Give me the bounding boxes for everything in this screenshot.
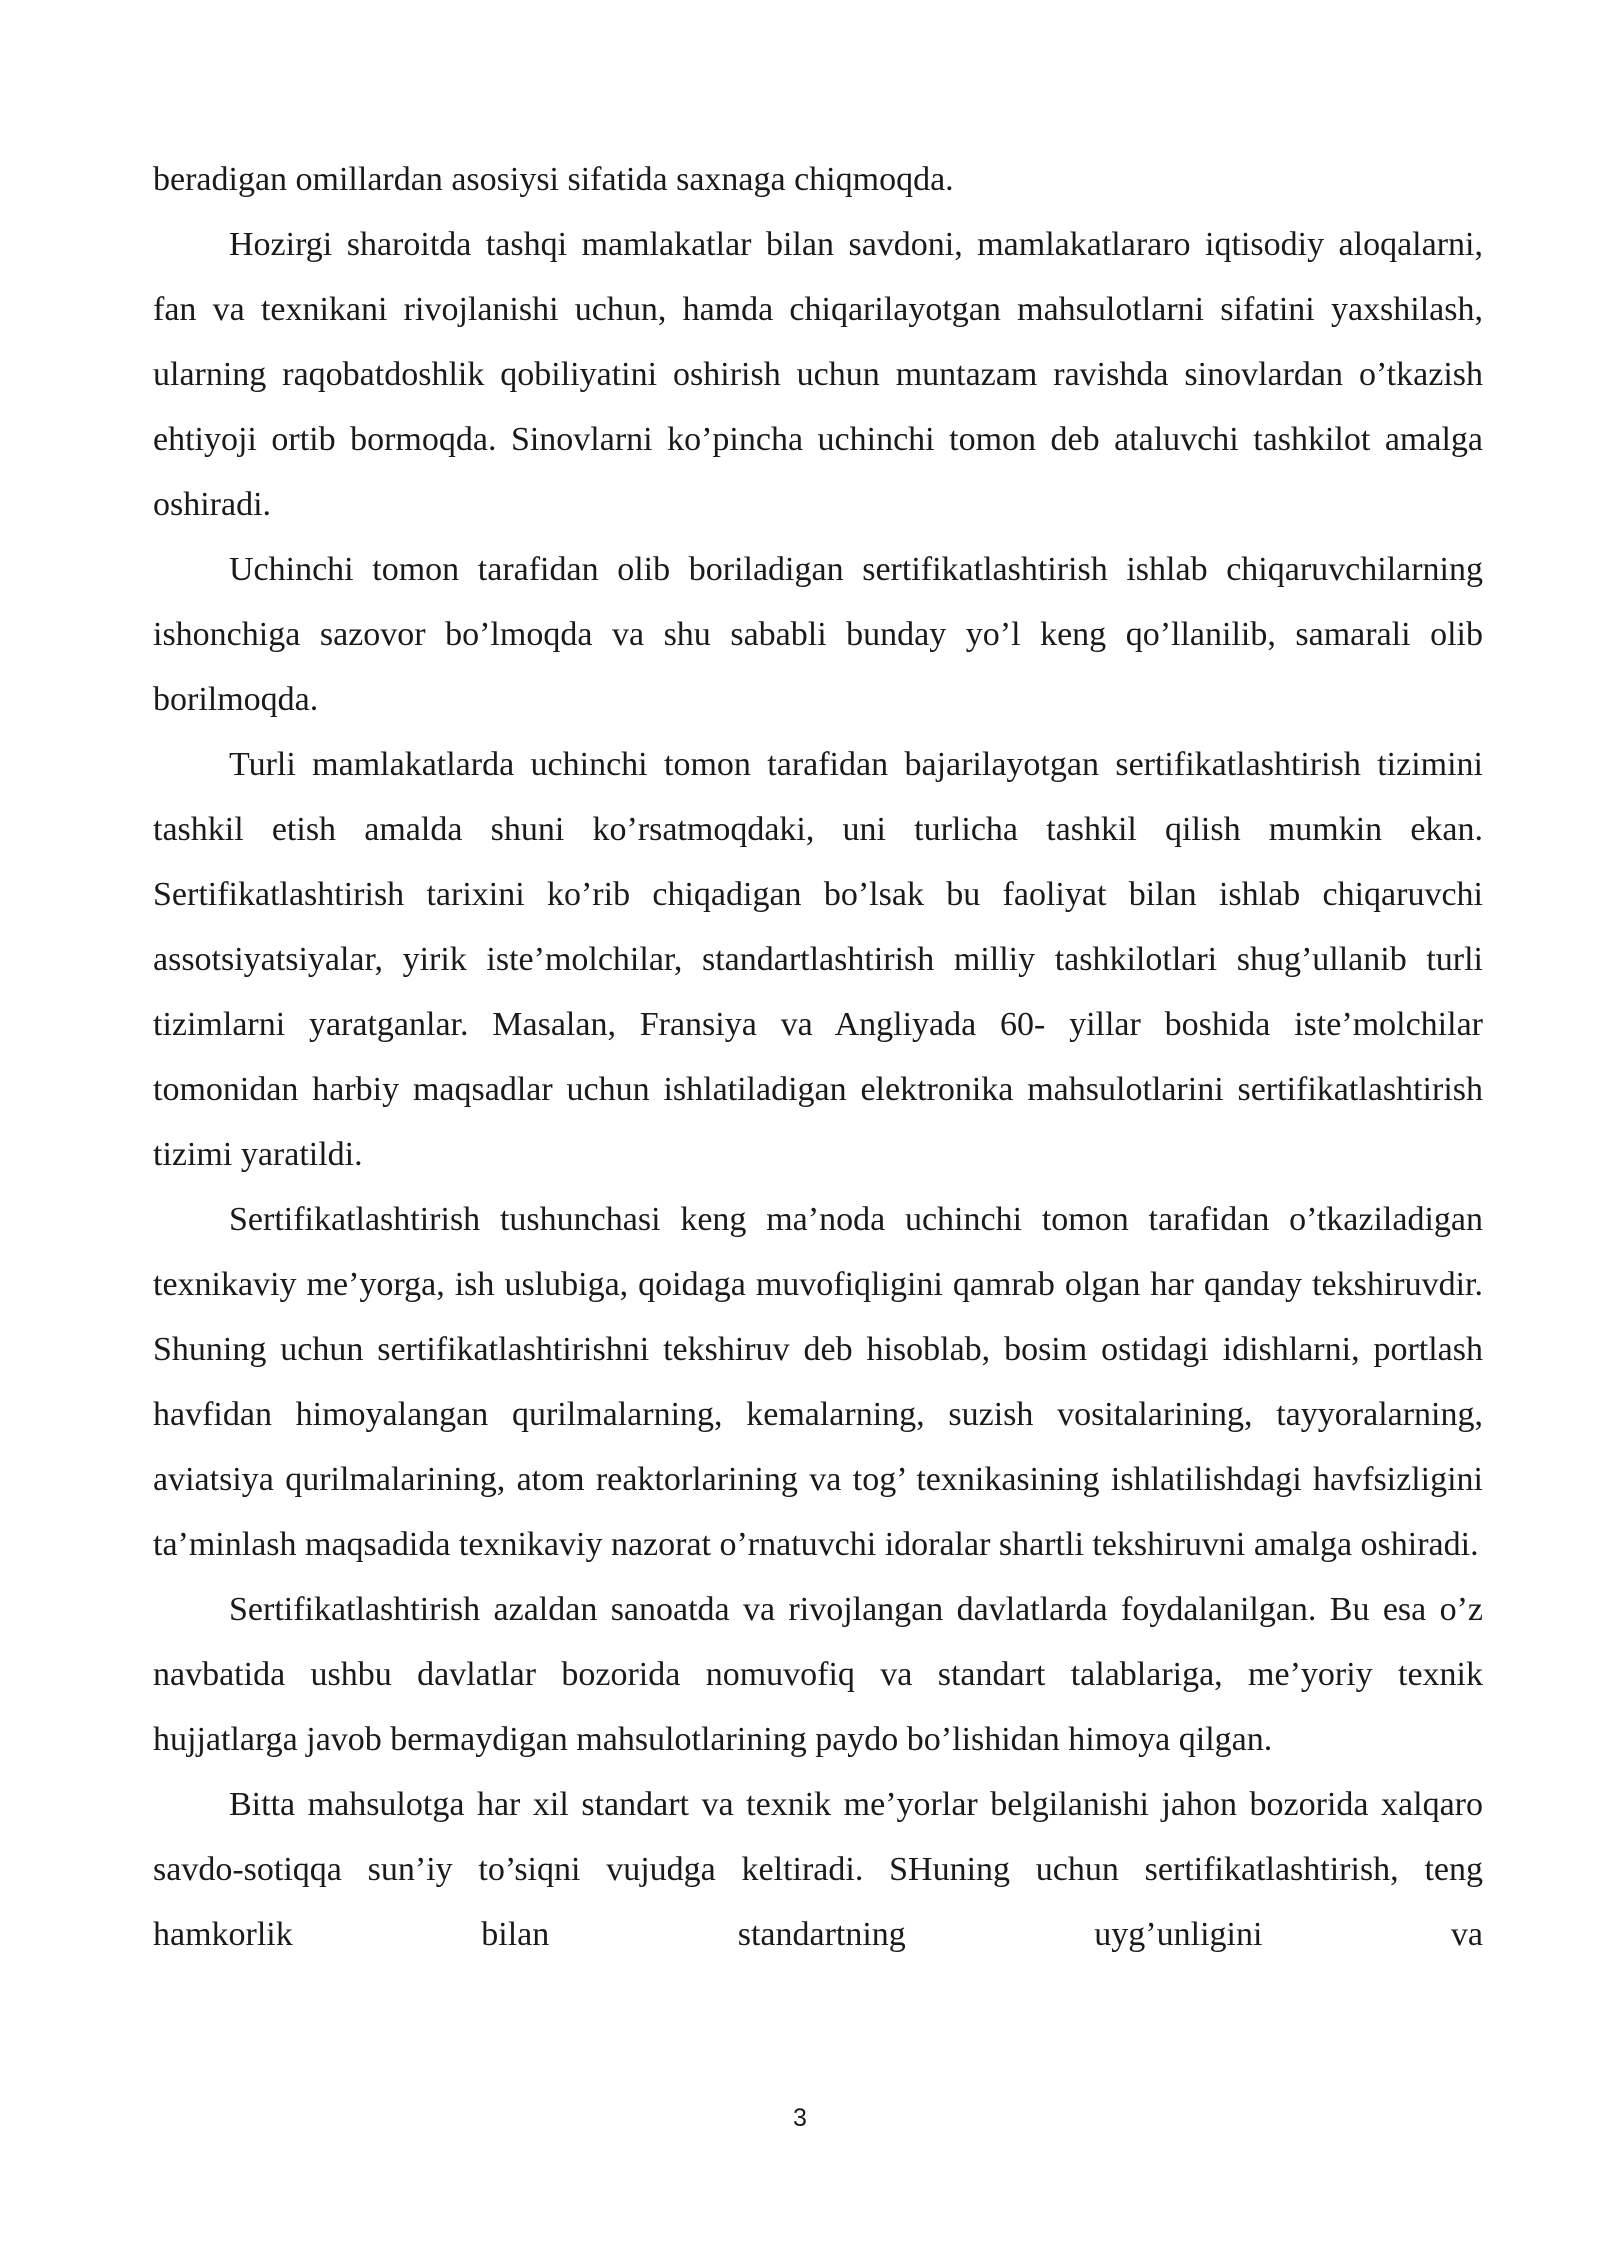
paragraph-2: Hozirgi sharoitda tashqi mamlakatlar bilan savdoni, mamlakatlararo iqtisodiy aloqalarni, fan va texnikani rivojlanishi uchun, hamda chiqarilayotgan mahsulotlarni sifatini yaxshilash, ularning raqobatdoshlik qobiliyatini oshirish uchun muntazam ravishda sinovlardan o’tkazish ehtiyoji ortib bormoqda. Sinovlarni ko’pincha uchinchi tomon deb ataluvchi tashkilot amalga oshiradi. <box>153 226 1483 523</box>
paragraph-7: Bitta mahsulotga har xil standart va texnik me’yorlar belgilanishi jahon bozorida xalqaro savdo-sotiqqa sun’iy to’siqni vujudga keltiradi. SHuning uchun sertifikatlashtirish, teng hamkorlik bilan standartning uyg’unligini va <box>153 1786 1483 1953</box>
paragraph-3: Uchinchi tomon tarafidan olib boriladigan sertifikatlashtirish ishlab chiqaruvchilarning ishonchiga sazovor bo’lmoqda va shu sababli bunday yo’l keng qo’llanilib, samarali olib borilmoqda. <box>153 551 1483 718</box>
paragraph-4: Turli mamlakatlarda uchinchi tomon tarafidan bajarilayotgan sertifikatlashtirish tizimini tashkil etish amalda shuni ko’rsatmoqdaki, uni turlicha tashkil qilish mumkin ekan. Sertifikatlashtirish tarixini ko’rib chiqadigan bo’lsak bu faoliyat bilan ishlab chiqaruvchi assotsiyatsiyalar, yirik iste’molchilar, standartlashtirish milliy tashkilotlari shug’ullanib turli tizimlarni yaratganlar. Masalan, Fransiya va Angliyada 60- yillar boshida iste’molchilar tomonidan harbiy maqsadlar uchun ishlatiladigan elektronika mahsulotlarini sertifikatlashtirish tizimi yaratildi. <box>153 746 1483 1173</box>
paragraph-5: Sertifikatlashtirish tushunchasi keng ma’noda uchinchi tomon tarafidan o’tkaziladigan texnikaviy me’yorga, ish uslubiga, qoidaga muvofiqligini qamrab olgan har qanday tekshiruvdir. Shuning uchun sertifikatlashtirishni tekshiruv deb hisoblab, bosim ostidagi idishlarni, portlash havfidan himoyalangan qurilmalarning, kemalarning, suzish vositalarining, tayyoralarning, aviatsiya qurilmalarining, atom reaktorlarining va tog’ texnikasining ishlatilishdagi havfsizligini ta’minlash maqsadida texnikaviy nazorat o’rnatuvchi idoralar shartli tekshiruvni amalga oshiradi. <box>153 1201 1483 1563</box>
paragraph-6: Sertifikatlashtirish azaldan sanoatda va rivojlangan davlatlarda foydalanilgan. Bu esa o’z navbatida ushbu davlatlar bozorida nomuvofiq va standart talablariga, me’yoriy texnik hujjatlarga javob bermaydigan mahsulotlarining paydo bo’lishidan himoya qilgan. <box>153 1591 1483 1758</box>
paragraph-1: beradigan omillardan asosiysi sifatida saxnaga chiqmoqda. <box>153 161 954 198</box>
page-number: 3 <box>793 2104 807 2132</box>
document-body <box>153 147 1483 1967</box>
